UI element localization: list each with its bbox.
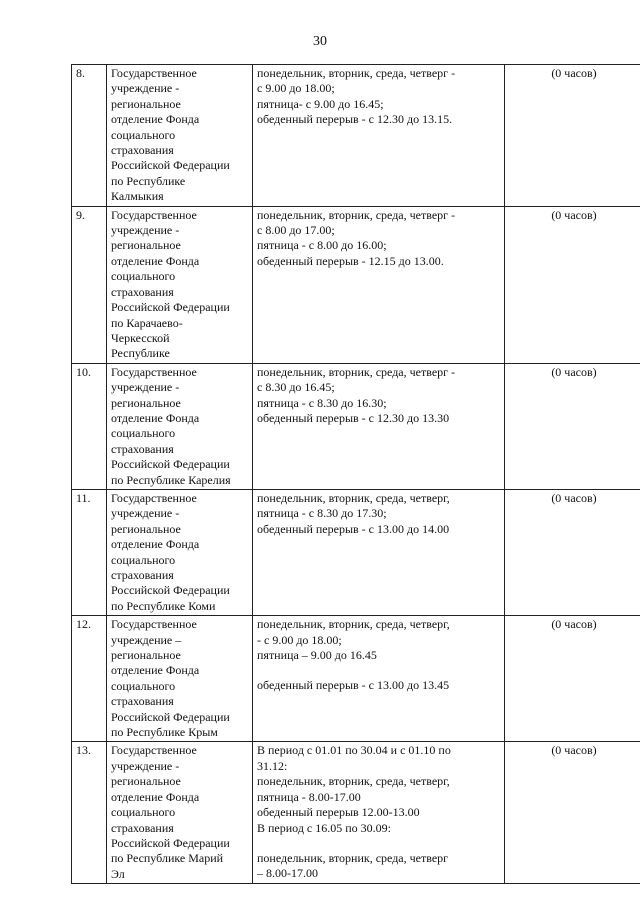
working-hours-line: понедельник, вторник, среда, четверг	[257, 850, 449, 865]
organization-cell	[107, 363, 253, 489]
organization-line: по Республике Карелия	[111, 472, 231, 487]
working-hours-line: понедельник, вторник, среда, четверг -	[257, 364, 456, 379]
break-duration-cell: (0 часов)	[505, 65, 640, 207]
working-hours-line: с 8.00 до 17.00;	[257, 223, 335, 238]
working-hours-line: понедельник, вторник, среда, четверг,	[257, 774, 450, 789]
organization-line: отделение Фонда	[111, 789, 200, 804]
table-row	[72, 616, 640, 742]
working-hours-cell	[253, 489, 505, 615]
organization-line: отделение Фонда	[111, 537, 200, 552]
organization-line: отделение Фонда	[111, 663, 200, 678]
schedule-table-body	[72, 65, 640, 884]
working-hours-cell	[253, 363, 505, 489]
organization-line: региональное	[111, 96, 181, 111]
organization-line: Российской Федерации	[111, 300, 230, 315]
organization-line: Государственное	[111, 66, 197, 80]
organization-cell	[107, 65, 253, 207]
organization-line: учреждение -	[111, 506, 180, 521]
working-hours-cell	[253, 65, 505, 207]
working-hours-line: понедельник, вторник, среда, четверг,	[257, 490, 450, 505]
organization-line: учреждение -	[111, 380, 180, 395]
organization-line: страхования	[111, 441, 174, 456]
organization-line: отделение Фонда	[111, 410, 200, 425]
working-hours-line: пятница – 9.00 до 16.45	[257, 648, 377, 663]
organization-line: Российской Федерации	[111, 457, 230, 472]
break-duration-cell: (0 часов)	[505, 363, 640, 489]
working-hours-line: пятница- с 9.00 до 16.45;	[257, 96, 384, 111]
organization-line: Республике	[111, 346, 170, 361]
organization-line: региональное	[111, 521, 181, 536]
organization-line: учреждение -	[111, 81, 180, 96]
organization-line: страхования	[111, 143, 174, 158]
table-row	[72, 489, 640, 615]
organization-line: социального	[111, 678, 176, 693]
working-hours-line: обеденный перерыв - с 12.30 до 13.15.	[257, 112, 453, 127]
organization-line: социального	[111, 426, 176, 441]
working-hours-line: обеденный перерыв - с 13.00 до 14.00	[257, 521, 450, 536]
break-duration-cell: (0 часов)	[505, 616, 640, 742]
working-hours-line: – 8.00-17.00	[257, 866, 318, 881]
working-hours-line: В период с 01.01 по 30.04 и с 01.10 по	[257, 743, 451, 758]
organization-line: региональное	[111, 238, 181, 253]
organization-cell	[107, 742, 253, 884]
row-number: 12.	[72, 616, 107, 742]
organization-line: региональное	[111, 395, 181, 410]
working-hours-line: пятница - с 8.30 до 16.30;	[257, 395, 387, 410]
blank-line	[257, 836, 500, 851]
row-number: 8.	[72, 65, 107, 207]
page-number: 30	[313, 34, 327, 49]
organization-line: по Республике Крым	[111, 725, 218, 740]
organization-line: по Республике	[111, 173, 186, 188]
table-row	[72, 363, 640, 489]
organization-line: страхования	[111, 284, 174, 299]
blank-line	[257, 663, 500, 678]
organization-line: социального	[111, 269, 176, 284]
organization-line: учреждение –	[111, 632, 182, 647]
organization-line: Российской Федерации	[111, 835, 230, 850]
working-hours-line: с 8.30 до 16.45;	[257, 380, 335, 395]
working-hours-line: понедельник, вторник, среда, четверг -	[257, 66, 456, 80]
organization-line: Государственное	[111, 490, 197, 505]
working-hours-cell	[253, 206, 505, 363]
organization-cell	[107, 206, 253, 363]
organization-line: Эл	[111, 866, 125, 881]
working-hours-line: обеденный перерыв - 12.15 до 13.00.	[257, 253, 444, 268]
row-number: 13.	[72, 742, 107, 884]
organization-line: социального	[111, 805, 176, 820]
organization-line: социального	[111, 127, 176, 142]
table-row	[72, 65, 640, 207]
organization-line: Государственное	[111, 207, 197, 222]
schedule-table	[71, 64, 640, 884]
break-duration-cell: (0 часов)	[505, 206, 640, 363]
organization-line: страхования	[111, 694, 174, 709]
table-row	[72, 742, 640, 884]
organization-line: Российской Федерации	[111, 583, 230, 598]
organization-cell	[107, 616, 253, 742]
working-hours-line: пятница - с 8.30 до 17.30;	[257, 506, 387, 521]
working-hours-line: пятница - с 8.00 до 16.00;	[257, 238, 387, 253]
working-hours-line: обеденный перерыв - с 13.00 до 13.45	[257, 678, 450, 693]
organization-line: Российской Федерации	[111, 158, 230, 173]
organization-line: отделение Фонда	[111, 112, 200, 127]
working-hours-line: пятница - 8.00-17.00	[257, 789, 361, 804]
working-hours-line: понедельник, вторник, среда, четверг,	[257, 617, 450, 632]
organization-line: страхования	[111, 820, 174, 835]
organization-line: региональное	[111, 648, 181, 663]
organization-line: Черкесской	[111, 330, 170, 345]
working-hours-line: понедельник, вторник, среда, четверг -	[257, 207, 456, 222]
break-duration-cell: (0 часов)	[505, 489, 640, 615]
organization-line: учреждение -	[111, 223, 180, 238]
working-hours-line: 31.12:	[257, 758, 288, 773]
break-duration-cell: (0 часов)	[505, 742, 640, 884]
organization-line: Калмыкия	[111, 189, 164, 204]
organization-line: социального	[111, 552, 176, 567]
organization-line: Государственное	[111, 617, 197, 632]
table-row	[72, 206, 640, 363]
working-hours-line: - с 9.00 до 18.00;	[257, 632, 342, 647]
organization-line: Государственное	[111, 743, 197, 758]
working-hours-cell	[253, 742, 505, 884]
organization-line: по Карачаево-	[111, 315, 183, 330]
working-hours-line: обеденный перерыв 12.00-13.00	[257, 805, 420, 820]
organization-line: отделение Фонда	[111, 253, 200, 268]
organization-line: Российской Федерации	[111, 709, 230, 724]
row-number: 10.	[72, 363, 107, 489]
working-hours-line: В период с 16.05 по 30.09:	[257, 820, 392, 835]
working-hours-cell	[253, 616, 505, 742]
organization-cell	[107, 489, 253, 615]
organization-line: по Республике Коми	[111, 598, 216, 613]
working-hours-line: с 9.00 до 18.00;	[257, 81, 335, 96]
organization-line: региональное	[111, 774, 181, 789]
row-number: 9.	[72, 206, 107, 363]
row-number: 11.	[72, 489, 107, 615]
organization-line: по Республике Марий	[111, 851, 224, 866]
working-hours-line: обеденный перерыв - с 12.30 до 13.30	[257, 410, 450, 425]
organization-line: учреждение -	[111, 758, 180, 773]
organization-line: Государственное	[111, 364, 197, 379]
organization-line: страхования	[111, 568, 174, 582]
